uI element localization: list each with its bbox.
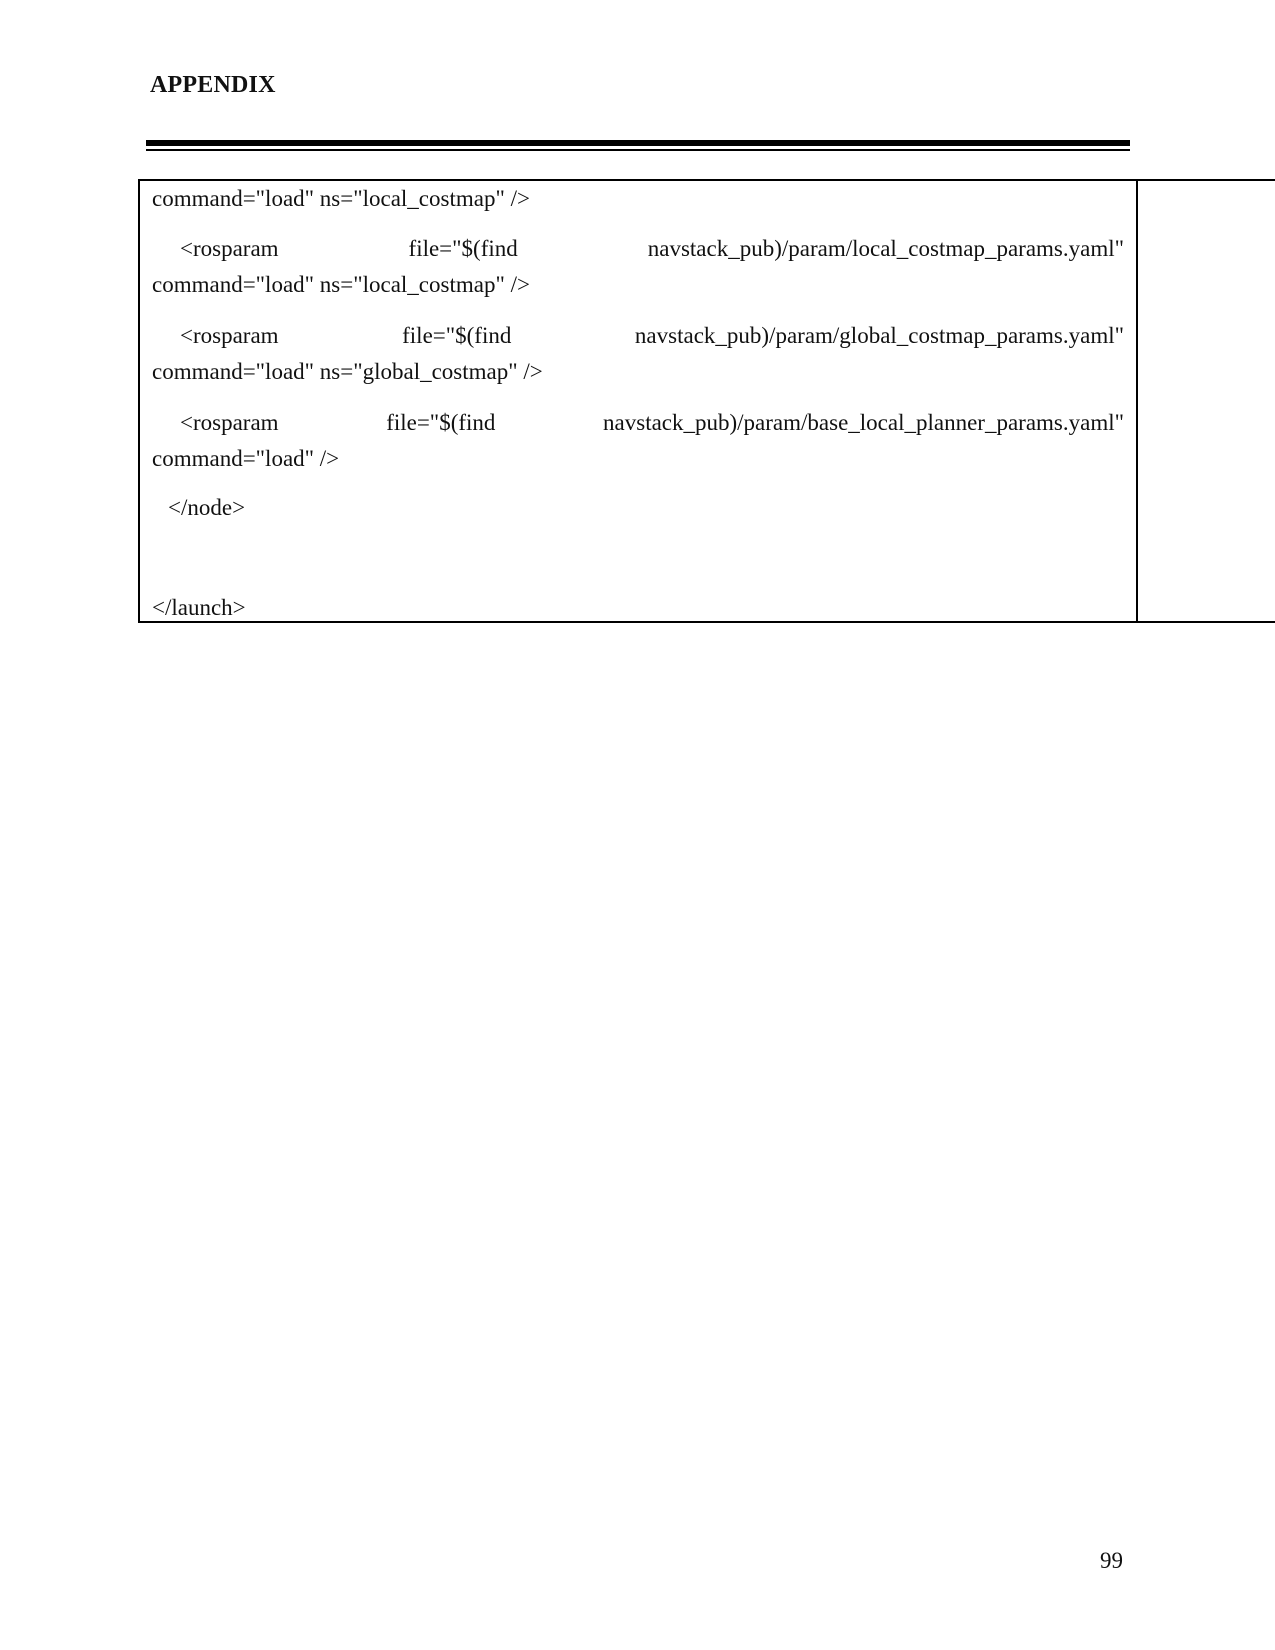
code-table	[138, 179, 1275, 623]
code-line-1: command="load" ns="local_costmap" />	[152, 186, 530, 211]
page-number: 99	[1100, 1548, 1123, 1573]
header-rule-thin	[146, 149, 1130, 151]
code-line-7: command="load" />	[152, 446, 340, 471]
code-line-6: <rosparam file="$(find navstack_pub)/param/base_local_planner_params.yaml"	[180, 410, 1124, 435]
code-line-2: <rosparam file="$(find navstack_pub)/param/local_costmap_params.yaml"	[180, 236, 1124, 261]
code-cell	[140, 181, 1138, 621]
header-rule-thick	[146, 140, 1130, 146]
code-line-8: </node>	[168, 495, 246, 520]
code-line-3: command="load" ns="local_costmap" />	[152, 272, 530, 297]
page-header-title: APPENDIX	[150, 72, 276, 98]
empty-side-cell	[1138, 181, 1275, 621]
code-line-9: </launch>	[152, 595, 246, 620]
code-line-5: command="load" ns="global_costmap" />	[152, 359, 543, 384]
code-line-4: <rosparam file="$(find navstack_pub)/param/global_costmap_params.yaml"	[180, 323, 1124, 348]
